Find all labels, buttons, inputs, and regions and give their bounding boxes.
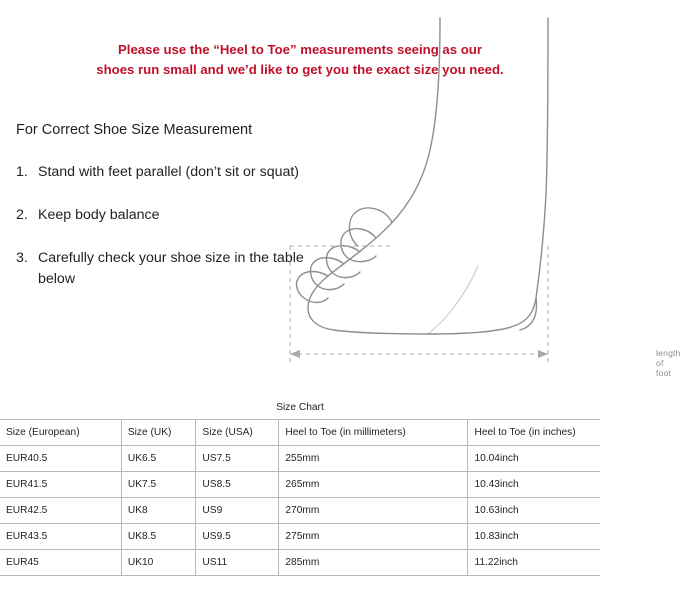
- size-chart-header-row: [0, 420, 600, 446]
- cell-usa: US8.5: [196, 472, 279, 498]
- instruction-text: Carefully check your shoe size in the table below: [38, 250, 304, 287]
- size-chart-section: [0, 396, 600, 576]
- cell-mm: 265mm: [279, 472, 468, 498]
- table-row: [0, 446, 600, 472]
- column-header-mm: Heel to Toe (in millimeters): [279, 420, 468, 446]
- cell-uk: UK7.5: [121, 472, 196, 498]
- table-row: [0, 524, 600, 550]
- cell-european: EUR41.5: [0, 472, 121, 498]
- cell-mm: 275mm: [279, 524, 468, 550]
- cell-inches: 10.43inch: [468, 472, 600, 498]
- cell-uk: UK8.5: [121, 524, 196, 550]
- cell-inches: 11.22inch: [468, 550, 600, 576]
- cell-uk: UK10: [121, 550, 196, 576]
- cell-inches: 10.63inch: [468, 498, 600, 524]
- cell-inches: 10.83inch: [468, 524, 600, 550]
- size-chart-caption-row: [0, 396, 600, 420]
- length-of-foot-label: length of foot: [656, 348, 681, 378]
- cell-usa: US7.5: [196, 446, 279, 472]
- cell-european: EUR40.5: [0, 446, 121, 472]
- table-row: [0, 550, 600, 576]
- instruction-text: Stand with feet parallel (don’t sit or squat): [38, 164, 300, 180]
- size-chart-caption: Size Chart: [0, 396, 600, 420]
- table-row: [0, 498, 600, 524]
- column-header-uk: Size (UK): [121, 420, 196, 446]
- size-chart-table: [0, 396, 600, 576]
- instructions-title: For Correct Shoe Size Measurement: [16, 122, 253, 138]
- cell-inches: 10.04inch: [468, 446, 600, 472]
- instruction-number: 2.: [16, 207, 28, 223]
- cell-european: EUR42.5: [0, 498, 121, 524]
- table-row: [0, 472, 600, 498]
- cell-mm: 270mm: [279, 498, 468, 524]
- cell-mm: 285mm: [279, 550, 468, 576]
- instruction-text: Keep body balance: [38, 207, 160, 223]
- column-header-european: Size (European): [0, 420, 121, 446]
- warning-line-2: shoes run small and we’d like to get you the exact size you need.: [96, 62, 504, 77]
- cell-european: EUR45: [0, 550, 121, 576]
- column-header-usa: Size (USA): [196, 420, 279, 446]
- cell-european: EUR43.5: [0, 524, 121, 550]
- instruction-number: 1.: [16, 164, 28, 180]
- cell-usa: US9.5: [196, 524, 279, 550]
- cell-uk: UK6.5: [121, 446, 196, 472]
- column-header-inches: Heel to Toe (in inches): [468, 420, 600, 446]
- cell-mm: 255mm: [279, 446, 468, 472]
- cell-usa: US11: [196, 550, 279, 576]
- cell-usa: US9: [196, 498, 279, 524]
- warning-line-1: Please use the “Heel to Toe” measurements seeing as our: [117, 42, 482, 57]
- cell-uk: UK8: [121, 498, 196, 524]
- instruction-number: 3.: [16, 250, 28, 266]
- foot-illustration: [252, 18, 681, 378]
